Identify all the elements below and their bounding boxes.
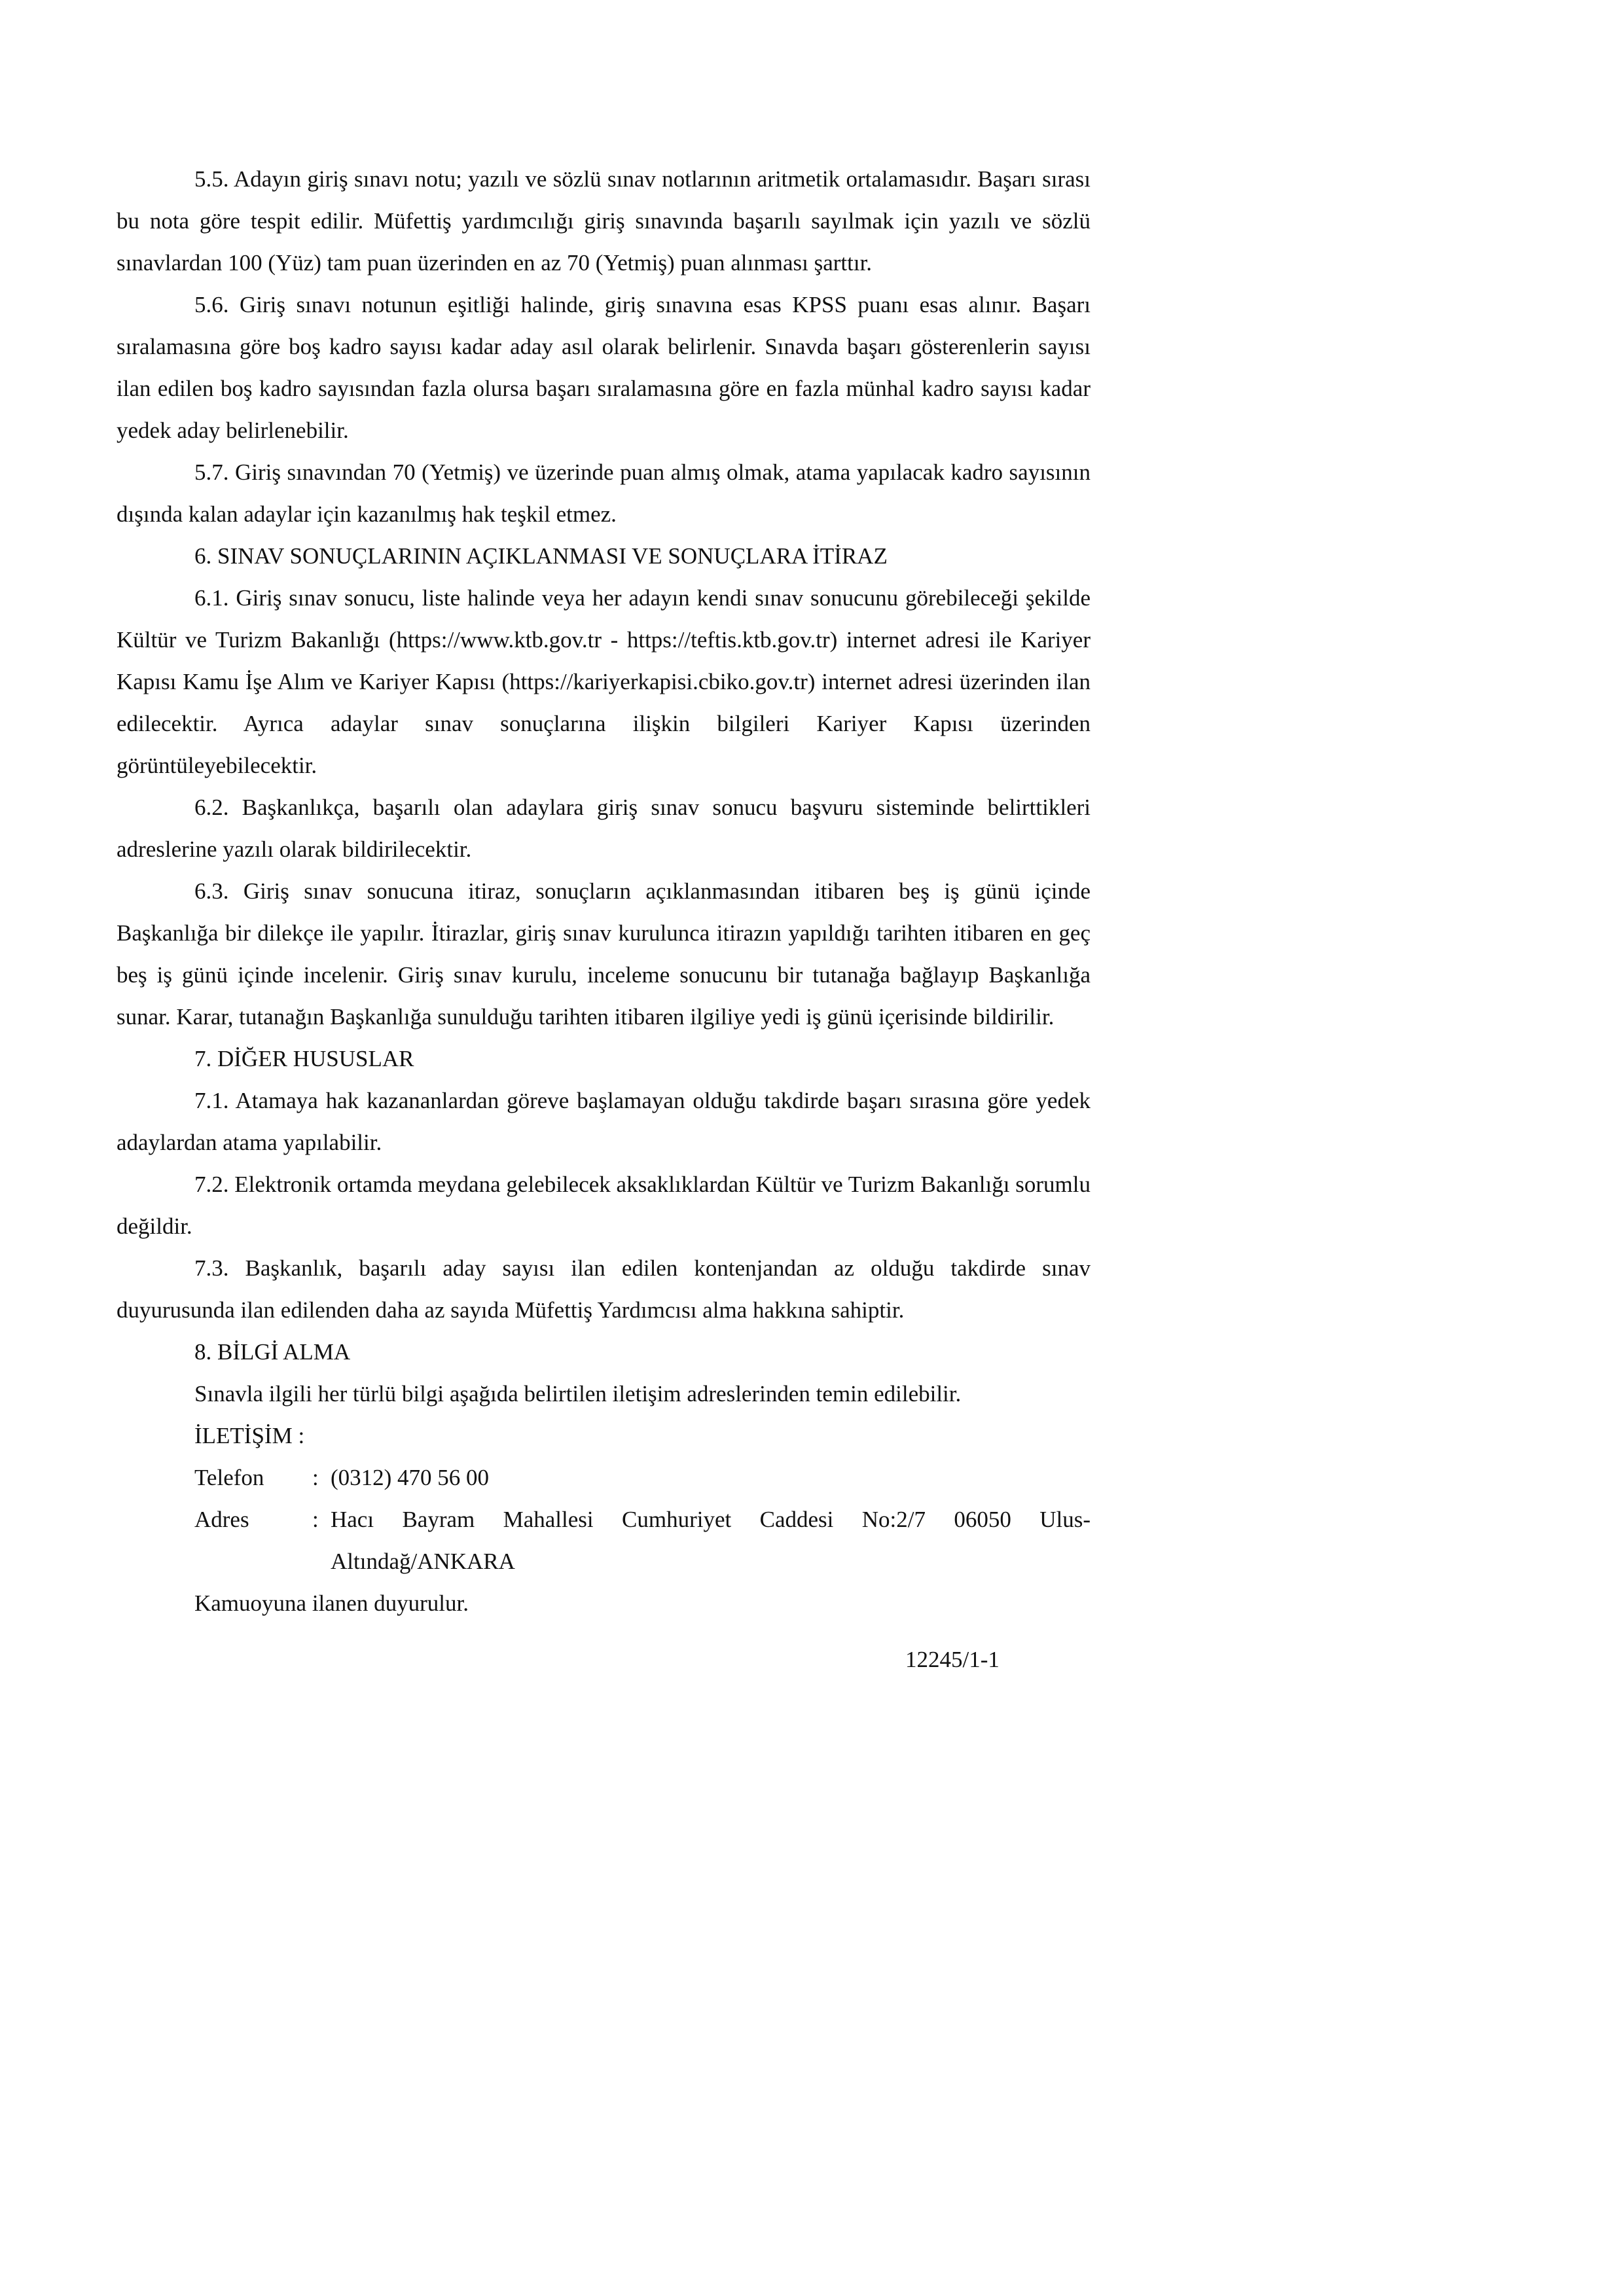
address-value: Hacı Bayram Mahallesi Cumhuriyet Caddesi No:2/7 06050 Ulus-Altındağ/ANKARA — [331, 1507, 1091, 1574]
paragraph-6-1: 6.1. Giriş sınav sonucu, liste halinde veya her adayın kendi sınav sonucunu görebileceği şekilde Kültür ve Turizm Bakanlığı (https://www.ktb.gov.tr - https://teftis.ktb.gov.tr) internet adresi ile Kariyer Kapısı Kamu İşe Alım ve Kariyer Kapısı (https://kariyerkapisi.cbiko.gov.tr) internet adresi üzerinden ilan edilecektir. Ayrıca adaylar sınav sonuçlarına ilişkin bilgileri Kariyer Kapısı üzerinden görüntüleyebilecektir. — [117, 585, 1091, 778]
paragraph-6-2: 6.2. Başkanlıkça, başarılı olan adaylara giriş sınav sonucu başvuru sisteminde belirttikleri adreslerine yazılı olarak bildirilecektir. — [117, 795, 1091, 862]
address-separator: : — [312, 1507, 319, 1532]
section-heading-6: 6. SINAV SONUÇLARININ AÇIKLANMASI VE SONUÇLARA İTİRAZ — [194, 543, 888, 569]
document-page — [117, 158, 1091, 1681]
phone-row — [117, 1457, 1091, 1499]
paragraph-7-1: 7.1. Atamaya hak kazananlardan göreve başlamayan olduğu takdirde başarı sırasına göre yedek adaylardan atama yapılabilir. — [117, 1088, 1091, 1155]
phone-label: Telefon — [194, 1465, 264, 1490]
address-label: Adres — [194, 1507, 249, 1532]
section-heading-7: 7. DİĞER HUSUSLAR — [194, 1046, 414, 1071]
paragraph-7-2: 7.2. Elektronik ortamda meydana gelebilecek aksaklıklardan Kültür ve Turizm Bakanlığı sorumlu değildir. — [117, 1172, 1091, 1239]
paragraph-5-5: 5.5. Adayın giriş sınavı notu; yazılı ve sözlü sınav notlarının aritmetik ortalamasıdır. Başarı sırası bu nota göre tespit edilir. Müfettiş yardımcılığı giriş sınavında başarılı sayılmak için yazılı ve sözlü sınavlardan 100 (Yüz) tam puan üzerinden en az 70 (Yetmiş) puan alınması şarttır. — [117, 166, 1091, 276]
address-row — [117, 1499, 1091, 1583]
paragraph-5-6: 5.6. Giriş sınavı notunun eşitliği halinde, giriş sınavına esas KPSS puanı esas alınır. Başarı sıralamasına göre boş kadro sayısı kadar aday asıl olarak belirlenir. Sınavda başarı gösterenlerin sayısı ilan edilen boş kadro sayısından fazla olursa başarı sıralamasına göre en fazla münhal kadro sayısı kadar yedek aday belirlenebilir. — [117, 292, 1091, 443]
phone-value: (0312) 470 56 00 — [331, 1465, 490, 1490]
paragraph-7-3: 7.3. Başkanlık, başarılı aday sayısı ilan edilen kontenjandan az olduğu takdirde sınav duyurusunda ilan edilenden daha az sayıda Müfettiş Yardımcısı alma hakkına sahiptir. — [117, 1255, 1091, 1323]
closing-statement: Kamuoyuna ilanen duyurulur. — [194, 1590, 469, 1616]
paragraph-5-7: 5.7. Giriş sınavından 70 (Yetmiş) ve üzerinde puan almış olmak, atama yapılacak kadro sayısının dışında kalan adaylar için kazanılmış hak teşkil etmez. — [117, 459, 1091, 527]
section-heading-8: 8. BİLGİ ALMA — [194, 1339, 351, 1365]
contact-title: İLETİŞİM : — [194, 1423, 305, 1448]
paragraph-6-3: 6.3. Giriş sınav sonucuna itiraz, sonuçların açıklanmasından itibaren beş iş günü içinde Başkanlığa bir dilekçe ile yapılır. İtirazlar, giriş sınav kurulunca itirazın yapıldığı tarihten itibaren en geç beş iş günü içinde incelenir. Giriş sınav kurulu, inceleme sonucunu bir tutanağa bağlayıp Başkanlığa sunar. Karar, tutanağın Başkanlığa sunulduğu tarihten itibaren ilgiliye yedi iş günü içerisinde bildirilir. — [117, 878, 1091, 1030]
phone-separator: : — [312, 1465, 319, 1490]
reference-number: 12245/1-1 — [905, 1647, 1000, 1672]
contact-intro: Sınavla ilgili her türlü bilgi aşağıda belirtilen iletişim adreslerinden temin edilebilir. — [194, 1381, 962, 1407]
